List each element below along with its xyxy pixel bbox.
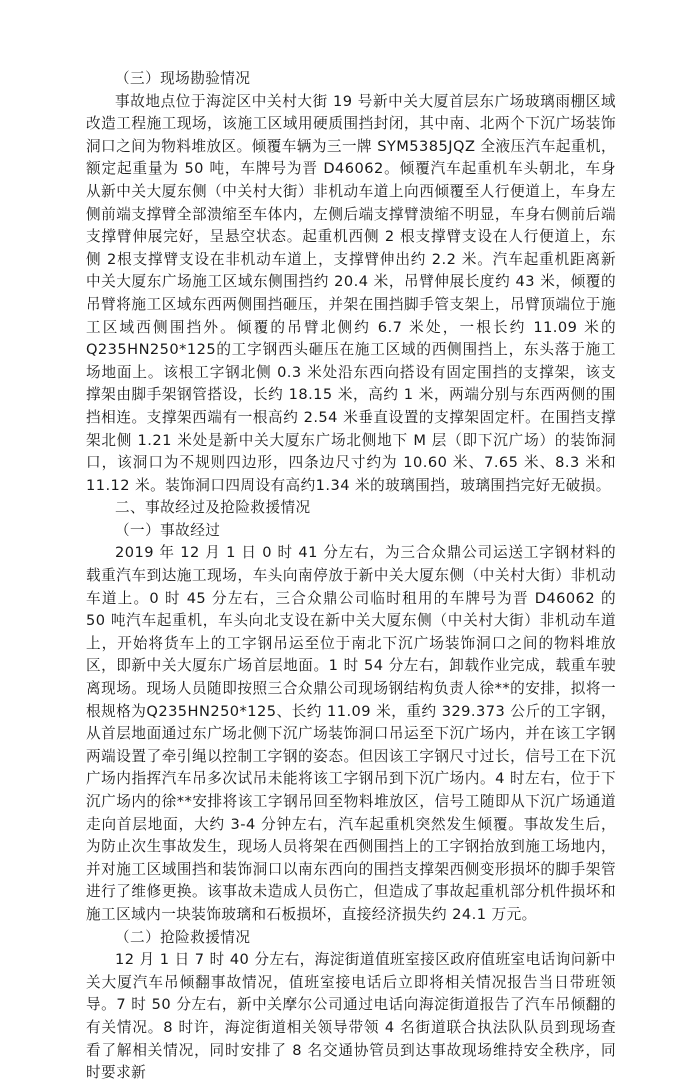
section-heading-accident-and-rescue: 二、事故经过及抢险救援情况	[115, 499, 311, 517]
paragraph-rescue: 12 月 1 日 7 时 40 分左右，海淀街道值班室接区政府值班室电话询问新中关大厦汽车吊倾翻事故情况，值班室接电话后立即将相关情况报告当日带班领导。7 时 50 分左右，新中关摩尔公司通过电话向海淀街道报告了汽车吊倾翻的有关情况。8 时许，海淀街道相关领导带领 4 名街道联合执法队队员到现场查看了解相关情况，同时安排了 8 名交通协管员到达事故现场维持安全秩序，同时要求新	[86, 951, 616, 1082]
section-heading-site-inspection: （三）现场勘验情况	[115, 70, 251, 87]
subsection-heading-accident-process: （一）事故经过	[115, 521, 221, 539]
paragraph-site-inspection: 事故地点位于海淀区中关村大街 19 号新中关大厦首层东广场玻璃雨棚区域改造工程施工现场，该施工区域用硬质围挡封闭，其中南、北两个下沉广场装饰洞口之间为物料堆放区。倾覆车辆为三一牌 SYM5385JQZ 全液压汽车起重机，额定起重量为 50 吨，车牌号为晋 D46062。倾覆汽车起重机车头朝北，车身从新中关大厦东侧（中关村大街）非机动车道上向西倾覆至人行便道上，车身左侧前端支撑臂全部溃缩至车体内，左侧后端支撑臂溃缩不明显，车身右侧前后端支撑臂伸展完好，呈悬空状态。起重机西侧 2 根支撑臂支设在人行便道上，东侧 2根支撑臂支设在非机动车道上，支撑臂伸出约 2.2 米。汽车起重机距离新中关大厦东广场施工区域东侧围挡约 20.4 米，吊臂伸展长度约 43 米，倾覆的吊臂将施工区域东西两侧围挡砸压，并架在围挡脚手管支架上，吊臂顶端位于施工区域西侧围挡外。倾覆的吊臂北侧约 6.7 米处，一根长约 11.09 米的 Q235HN250*125的工字钢西头砸压在施工区域的西侧围挡上，东头落于施工场地面上。该根工字钢北侧 0.3 米处沿东西向搭设有固定围挡的支撑架，该支撑架由脚手架钢管搭设，长约 18.15 米，高约 1 米，两端分别与东西两侧的围挡相连。支撑架西端有一根高约 2.54 米垂直设置的支撑架固定杆。在围挡支撑架北侧 1.21 米处是新中关大厦东广场北侧地下 M 层（即下沉广场）的装饰洞口，该洞口为不规则四边形，四条边尺寸约为 10.60 米、7.65 米、8.3 米和 11.12 米。装饰洞口四周设有高约1.34 米的玻璃围挡，玻璃围挡完好无破损。	[86, 92, 616, 494]
paragraph-accident-process: 2019 年 12 月 1 日 0 时 41 分左右，为三合众鼎公司运送工字钢材料的载重汽车到达施工现场，车头向南停放于新中关大厦东侧（中关村大街）非机动车道上。0 时 45 分左右，三合众鼎公司临时租用的车牌号为晋 D46062 的 50 吨汽车起重机，车头向北支设在新中关大厦东侧（中关村大街）非机动车道上，开始将货车上的工字钢吊运至位于南北下沉广场装饰洞口之间的物料堆放区，即新中关大厦东广场首层地面。1 时 54 分左右，卸载作业完成，载重车驶离现场。现场人员随即按照三合众鼎公司现场钢结构负责人徐**的安排，拟将一根规格为Q235HN250*125、长约 11.09 米，重约 329.373 公斤的工字钢，从首层地面通过东广场北侧下沉广场装饰洞口吊运至下沉广场内，并在该工字钢两端设置了牵引绳以控制工字钢的姿态。但因该工字钢尺寸过长，信号工在下沉广场内指挥汽车吊多次试吊未能将该工字钢吊到下沉广场内。4 时左右，位于下沉广场内的徐**安排将该工字钢吊回至物料堆放区，信号工随即从下沉广场通道走向首层地面，大约 3-4 分钟左右，汽车起重机突然发生倾覆。事故发生后，为防止次生事故发生，现场人员将架在西侧围挡上的工字钢抬放到施工场地内，并对施工区域围挡和装饰洞口以南东西向的围挡支撑架西侧变形损坏的脚手架管进行了维修更换。该事故未造成人员伤亡，但造成了事故起重机部分机件损坏和施工区域内一块装饰玻璃和石板损坏，直接经济损失约 24.1 万元。	[86, 544, 616, 923]
subsection-heading-rescue: （二）抢险救援情况	[115, 928, 251, 946]
